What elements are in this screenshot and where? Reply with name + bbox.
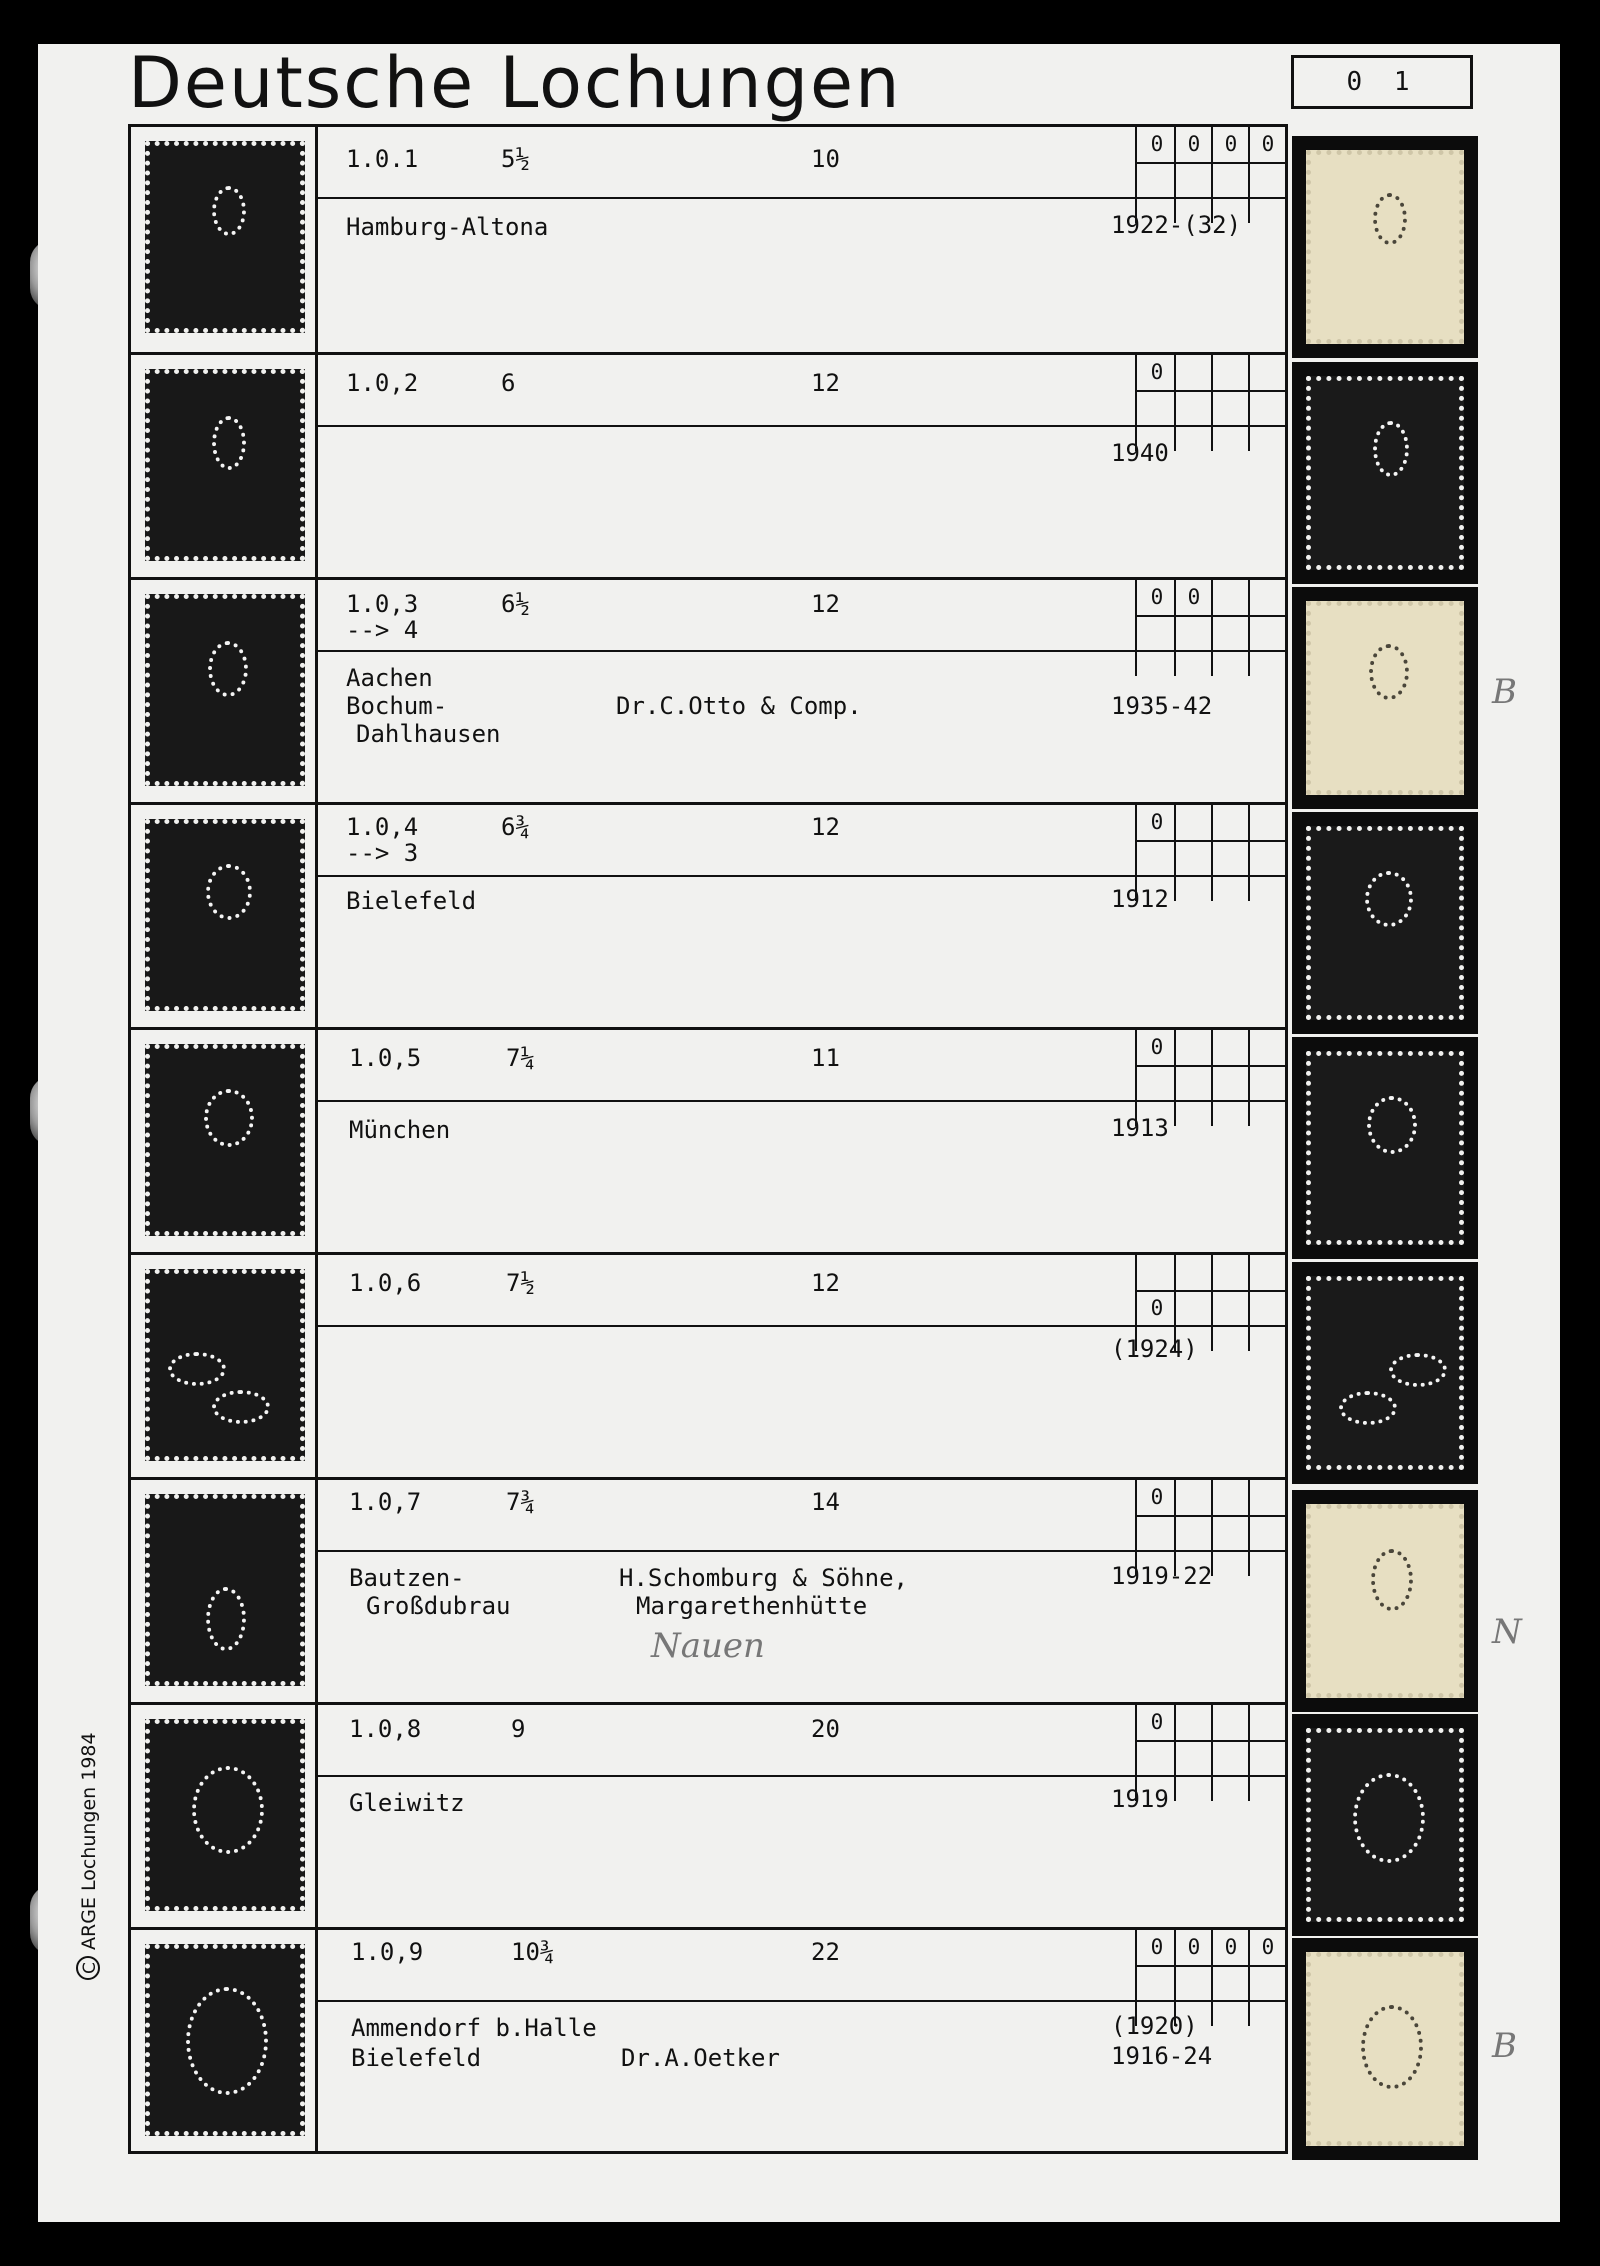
hole-count: 12 (811, 1269, 840, 1297)
check-cell: 0 (1187, 1935, 1201, 1959)
check-cell (1250, 1030, 1286, 1066)
hole-count: 11 (811, 1044, 840, 1072)
perfin-size: 9 (511, 1715, 526, 1743)
perforation-o-icon (168, 1352, 226, 1386)
perfin-stamp-image (1306, 1952, 1464, 2146)
perfin-size: 10¾ (511, 1938, 555, 1966)
perfin-pattern-cell (131, 1480, 318, 1705)
check-cell (1176, 1705, 1212, 1741)
check-cell (1213, 355, 1249, 391)
stamp-mount (1292, 1262, 1478, 1484)
check-cell (1213, 1255, 1249, 1291)
perfin-pattern-stamp (145, 1719, 305, 1911)
perfin-pattern-cell (131, 1030, 318, 1255)
check-cell: 0 (1187, 132, 1201, 156)
stamp-grid (128, 124, 1288, 2154)
years: 1913 (1111, 1114, 1169, 1142)
check-cell: 0 (1261, 132, 1275, 156)
check-grid (1135, 580, 1285, 676)
table-row (131, 352, 1285, 580)
catalog-number: 1.0,4 (346, 813, 419, 841)
perfin-pattern-stamp (145, 1044, 305, 1236)
catalog-number: 1.0,9 (351, 1938, 424, 1966)
perfin-pattern-cell (131, 805, 318, 1030)
perforation-o-icon (212, 1390, 270, 1424)
handwritten-note: B (1492, 2026, 1517, 2066)
perforation-o-icon (1339, 1391, 1397, 1425)
check-cell: 0 (1224, 1935, 1238, 1959)
perfin-pattern-stamp (145, 1494, 305, 1686)
perfin-stamp-image (1306, 826, 1464, 1020)
years: 1916-24 (1111, 2042, 1213, 2070)
hole-count: 22 (811, 1938, 840, 1966)
perfin-pattern-stamp (145, 369, 305, 561)
perforation-o-icon (208, 641, 248, 697)
check-cell (1176, 1480, 1212, 1516)
check-cell: 0 (1150, 1485, 1164, 1509)
page-number-box: 0 1 (1291, 55, 1473, 109)
perfin-stamp-image (1306, 1276, 1464, 1470)
perfin-size: 7½ (506, 1269, 535, 1297)
perfin-pattern-cell (131, 1255, 318, 1480)
perforation-o-icon (1373, 421, 1409, 477)
perforation-o-icon (1389, 1353, 1447, 1387)
years: 1940 (1111, 439, 1169, 467)
hole-count: 10 (811, 145, 840, 173)
perforation-o-icon (1371, 1549, 1413, 1611)
perforation-o-icon (212, 186, 246, 236)
years: 1912 (1111, 885, 1169, 913)
stamp-mount (1292, 1714, 1478, 1936)
place: Aachen (346, 664, 433, 692)
hole-count: 12 (811, 813, 840, 841)
check-cell: 0 (1150, 585, 1164, 609)
place: Bautzen- (349, 1564, 465, 1592)
copyright-note (76, 1732, 100, 1980)
stamp-mount (1292, 1490, 1478, 1712)
check-cell: 0 (1150, 1710, 1164, 1734)
perfin-stamp-image (1306, 1728, 1464, 1922)
perfin-stamp-image (1306, 150, 1464, 344)
perfin-stamp-image (1306, 601, 1464, 795)
stamp-mount (1292, 587, 1478, 809)
perforation-o-icon (1367, 1096, 1417, 1154)
check-grid (1135, 1030, 1285, 1126)
check-cell (1139, 1255, 1175, 1291)
stamp-mount (1292, 136, 1478, 358)
hole-count: 12 (811, 369, 840, 397)
years: 1922-(32) (1111, 211, 1242, 239)
check-cell: 0 (1150, 810, 1164, 834)
perfin-pattern-stamp (145, 1944, 305, 2136)
check-cell: 0 (1187, 585, 1201, 609)
check-cell (1213, 1480, 1249, 1516)
catalog-number: 1.0.1 (346, 145, 419, 173)
check-cell (1213, 1030, 1249, 1066)
catalog-number: 1.0,2 (346, 369, 419, 397)
copyright-icon: C (76, 1956, 100, 1980)
hole-count: 14 (811, 1488, 840, 1516)
perforation-o-icon (1365, 871, 1413, 927)
table-row (131, 802, 1285, 1030)
years: 1935-42 (1111, 692, 1213, 720)
company: Dr.C.Otto & Comp. (616, 692, 862, 720)
perfin-stamp-image (1306, 376, 1464, 570)
hole-count: 20 (811, 1715, 840, 1743)
perforation-o-icon (212, 416, 246, 470)
stamp-mount (1292, 1037, 1478, 1259)
company: Dr.A.Oetker (621, 2044, 780, 2072)
table-row (131, 127, 1285, 352)
perfin-pattern-cell (131, 1930, 318, 2154)
handwritten-note: Nauen (651, 1626, 765, 1666)
check-cell (1176, 1030, 1212, 1066)
handwritten-note: N (1492, 1612, 1522, 1652)
check-cell (1213, 1705, 1249, 1741)
check-cell: 0 (1224, 132, 1238, 156)
check-grid (1135, 1930, 1285, 2026)
perforation-o-icon (1361, 2005, 1423, 2089)
perforation-o-icon (206, 864, 252, 920)
check-cell (1250, 1255, 1286, 1291)
check-cell: 0 (1150, 132, 1164, 156)
perforation-o-icon (1373, 193, 1407, 245)
place: Bochum- (346, 692, 448, 720)
table-row (131, 1702, 1285, 1930)
check-grid (1135, 127, 1285, 223)
catalog-number: 1.0,8 (349, 1715, 422, 1743)
perfin-pattern-cell (131, 580, 318, 805)
perfin-size: 7¼ (506, 1044, 535, 1072)
perfin-pattern-cell (131, 355, 318, 580)
perfin-pattern-stamp (145, 141, 305, 333)
perforation-o-icon (192, 1766, 264, 1854)
catalog-number: 1.0,7 (349, 1488, 422, 1516)
stamp-mount (1292, 362, 1478, 584)
hole-count: 12 (811, 590, 840, 618)
catalog-number: 1.0,5 (349, 1044, 422, 1072)
check-grid (1135, 355, 1285, 451)
catalog-number: 1.0,3 (346, 590, 419, 618)
perfin-pattern-cell (131, 127, 318, 352)
perfin-stamp-image (1306, 1504, 1464, 1698)
check-cell (1176, 805, 1212, 841)
check-cell (1250, 1480, 1286, 1516)
check-grid (1135, 1705, 1285, 1801)
table-row (131, 1252, 1285, 1480)
check-grid (1135, 1480, 1285, 1576)
years: 1919 (1111, 1785, 1169, 1813)
check-cell (1250, 1705, 1286, 1741)
place: Dahlhausen (356, 720, 501, 748)
table-row (131, 1927, 1285, 2154)
check-cell: 0 (1150, 1035, 1164, 1059)
perforation-o-icon (186, 1987, 268, 2095)
place: Hamburg-Altona (346, 213, 549, 241)
years: (1920) (1111, 2012, 1198, 2040)
handwritten-note: B (1492, 672, 1517, 712)
place: Großdubrau (366, 1592, 511, 1620)
check-cell (1213, 580, 1249, 616)
perfin-pattern-cell (131, 1705, 318, 1930)
check-grid (1135, 1255, 1285, 1351)
place: Bielefeld (346, 887, 477, 915)
check-cell: 0 (1261, 1935, 1275, 1959)
place: Gleiwitz (349, 1789, 465, 1817)
cross-reference: --> 3 (346, 839, 419, 867)
place: Bielefeld (351, 2044, 482, 2072)
check-cell: 0 (1150, 360, 1164, 384)
company: H.Schomburg & Söhne, (619, 1564, 908, 1592)
perfin-size: 5½ (501, 145, 530, 173)
table-row (131, 577, 1285, 805)
check-grid (1135, 805, 1285, 901)
perfin-size: 6¾ (501, 813, 530, 841)
years: (1924) (1111, 1335, 1198, 1363)
check-cell (1250, 355, 1286, 391)
check-cell (1176, 355, 1212, 391)
table-row (131, 1477, 1285, 1705)
page-title: Deutsche Lochungen (128, 42, 902, 124)
perforation-o-icon (206, 1587, 246, 1651)
perfin-pattern-stamp (145, 1269, 305, 1461)
check-cell: 0 (1150, 1296, 1164, 1320)
place: München (349, 1116, 451, 1144)
check-cell: 0 (1150, 1935, 1164, 1959)
perforation-o-icon (204, 1089, 254, 1147)
perforation-o-icon (1353, 1773, 1425, 1863)
perfin-stamp-image (1306, 1051, 1464, 1245)
place: Ammendorf b.Halle (351, 2014, 597, 2042)
table-row (131, 1027, 1285, 1255)
perfin-size: 6 (501, 369, 516, 397)
perfin-size: 6½ (501, 590, 530, 618)
perfin-pattern-stamp (145, 594, 305, 786)
copyright-text: ARGE Lochungen 1984 (78, 1732, 100, 1950)
company: Margarethenhütte (636, 1592, 868, 1620)
perfin-pattern-stamp (145, 819, 305, 1011)
check-cell (1250, 805, 1286, 841)
years: 1919-22 (1111, 1562, 1213, 1590)
stamp-mount (1292, 812, 1478, 1034)
catalog-number: 1.0,6 (349, 1269, 422, 1297)
perfin-size: 7¾ (506, 1488, 535, 1516)
perforation-o-icon (1369, 644, 1409, 700)
cross-reference: --> 4 (346, 616, 419, 644)
stamp-mount (1292, 1938, 1478, 2160)
check-cell (1250, 580, 1286, 616)
check-cell (1213, 805, 1249, 841)
